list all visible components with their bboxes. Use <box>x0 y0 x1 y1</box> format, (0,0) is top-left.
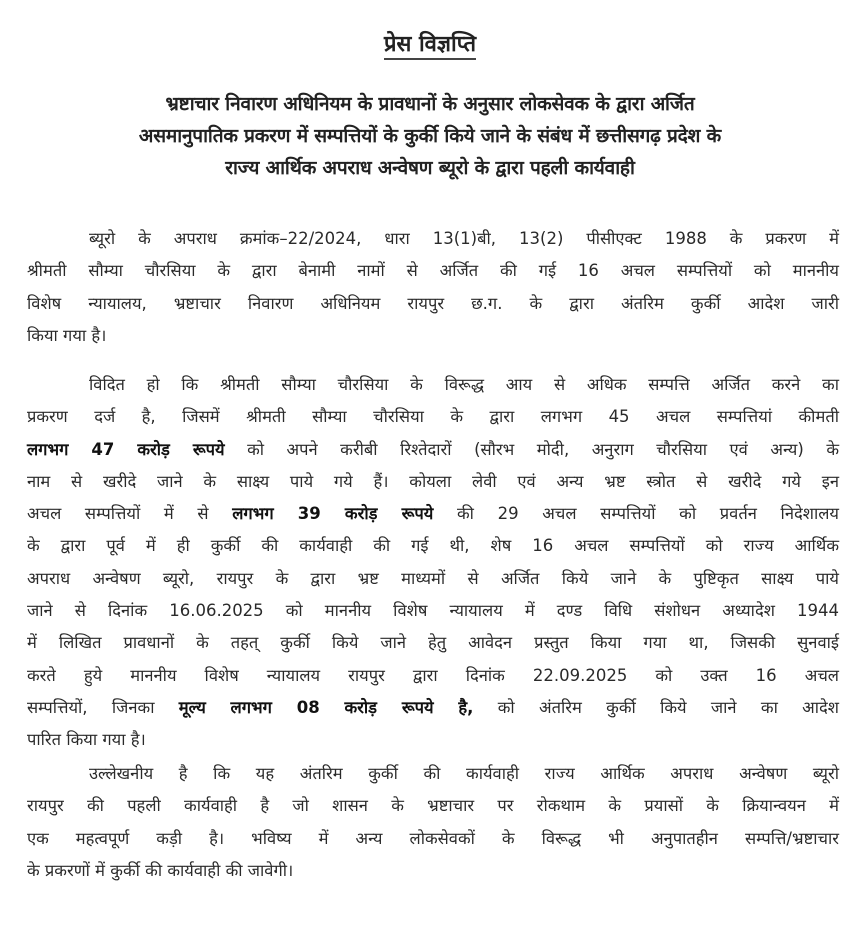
press-release-heading <box>20 88 840 184</box>
paragraph-line: किया गया है। <box>27 325 107 345</box>
paragraph-line: विशेष न्यायालय, भ्रष्टाचार निवारण अधिनियम रायपुर छ.ग. के द्वारा अंतरिम कुर्की आदेश जारी <box>27 293 839 313</box>
paragraph-line: उल्लेखनीय है कि यह अंतरिम कुर्की की कार्यवाही राज्य आर्थिक अपराध अन्वेषण ब्यूरो <box>89 764 839 783</box>
paragraph-line: विदित हो कि श्रीमती सौम्या चौरसिया के विरूद्ध आय से अधिक सम्पत्ति अर्जित करने का <box>89 375 839 394</box>
paragraph-line <box>27 434 839 466</box>
paragraph-case-details <box>27 223 839 352</box>
paragraph-conclusion <box>27 758 839 887</box>
paragraph-line: जाने से दिनांक 16.06.2025 को माननीय विशेष न्यायालय में दण्ड विधि संशोधन अध्यादेश 1944 <box>27 601 839 621</box>
paragraph-line: एक महत्वपूर्ण कड़ी है। भविष्य में अन्य लोकसेवकों के विरूद्ध भी अनुपातहीन सम्पत्ति/भ्रष्टाचार <box>27 828 839 848</box>
paragraph-line: श्रीमती सौम्या चौरसिया के द्वारा बेनामी नामों से अर्जित की गई 16 अचल सम्पत्तियों को माननीय <box>27 261 839 281</box>
paragraph-line: के द्वारा पूर्व में ही कुर्की की कार्यवाही की गई थी, शेष 16 अचल सम्पत्तियों को राज्य आर्थिक <box>27 536 839 556</box>
paragraph-line: ब्यूरो के अपराध क्रमांक–22/2024, धारा 13(1)बी, 13(2) पीसीएक्ट 1988 के प्रकरण में <box>89 229 839 248</box>
paragraph-background <box>27 369 839 757</box>
heading-line: असमानुपातिक प्रकरण में सम्पत्तियों के कुर्की किये जाने के संबंध में छत्तीसगढ़ प्रदेश के <box>138 125 722 147</box>
paragraph-line: पारित किया गया है। <box>27 730 146 750</box>
highlight-amount-47-crore: लगभग 47 करोड़ रूपये <box>27 439 225 459</box>
line-text: अचल सम्पत्तियों में से <box>27 504 233 524</box>
paragraph-line: करते हुये माननीय विशेष न्यायालय रायपुर द्वारा दिनांक 22.09.2025 को उक्त 16 अचल <box>27 665 839 685</box>
paragraph-line: नाम से खरीदे जाने के साक्ष्य पाये गये हैं। कोयला लेवी एवं अन्य भ्रष्ट स्त्रोत से खरीदे गये इन <box>27 471 839 491</box>
line-text: सम्पत्तियों, जिनका <box>27 697 179 717</box>
paragraph-line: के प्रकरणों में कुर्की की कार्यवाही की जावेगी। <box>27 860 294 880</box>
paragraph-line: में लिखित प्रावधानों के तहत् कुर्की किये जाने हेतु आवेदन प्रस्तुत किया गया था, जिसकी सुनवाई <box>27 633 839 653</box>
highlight-amount-08-crore: मूल्य लगभग 08 करोड़ रूपये है, <box>178 697 474 717</box>
line-text: को अपने करीबी रिश्तेदारों (सौरभ मोदी, अनुराग चौरसिया एवं अन्य) के <box>224 439 839 459</box>
highlight-amount-39-crore: लगभग 39 करोड़ रूपये <box>232 504 434 524</box>
paragraph-line: अपराध अन्वेषण ब्यूरो, रायपुर के द्वारा भ्रष्ट माध्यमों से अर्जित किये जाने के पुष्टिकृत साक्ष्य पाये <box>27 568 839 588</box>
paragraph-line <box>27 498 839 530</box>
paragraph-line: प्रकरण दर्ज है, जिसमें श्रीमती सौम्या चौरसिया के द्वारा लगभग 45 अचल सम्पत्तियां कीमती <box>27 407 839 427</box>
line-text: को अंतरिम कुर्की किये जाने का आदेश <box>473 697 839 717</box>
heading-line: भ्रष्टाचार निवारण अधिनियम के प्रावधानों के अनुसार लोकसेवक के द्वारा अर्जित <box>165 93 695 115</box>
press-release-title-text: प्रेस विज्ञप्ति <box>384 32 476 60</box>
heading-line: राज्य आर्थिक अपराध अन्वेषण ब्यूरो के द्वारा पहली कार्यवाही <box>225 157 635 179</box>
press-release-title <box>0 30 860 60</box>
paragraph-line: रायपुर की पहली कार्यवाही है जो शासन के भ्रष्टाचार पर रोकथाम के प्रयासों के क्रियान्वयन में <box>27 796 839 816</box>
paragraph-line <box>27 692 839 724</box>
line-text: की 29 अचल सम्पत्तियों को प्रवर्तन निदेशालय <box>433 504 839 524</box>
